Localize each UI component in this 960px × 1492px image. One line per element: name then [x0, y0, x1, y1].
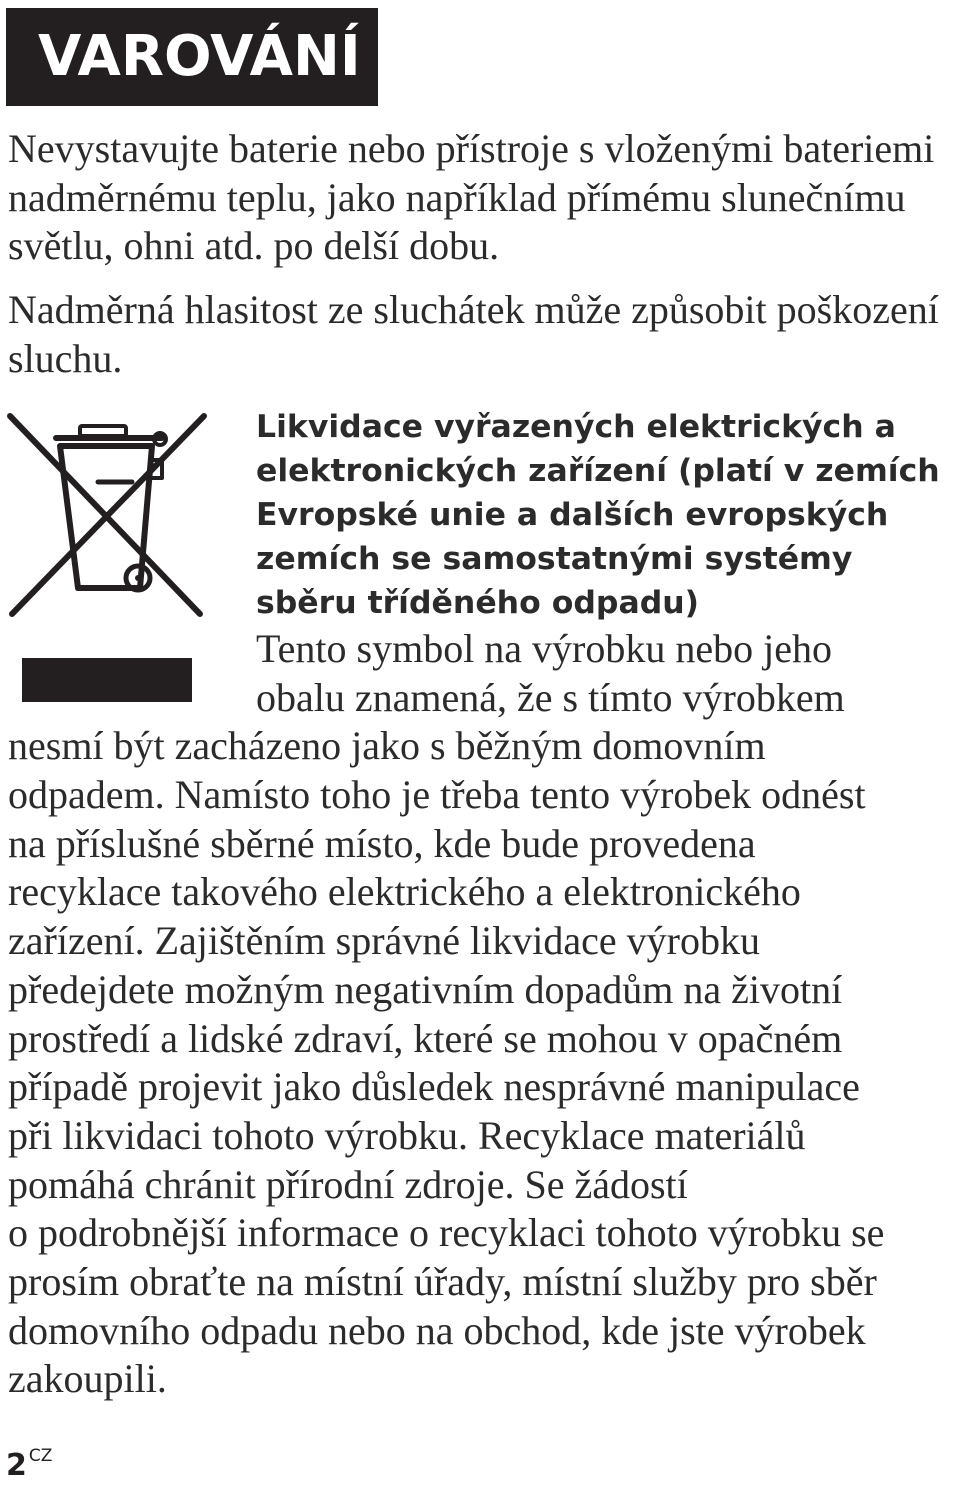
- disposal-body-line: případě projevit jako důsledek nesprávné manipulace: [8, 1064, 860, 1110]
- disposal-body-line: obalu znamená, že s tímto výrobkem: [256, 674, 845, 720]
- disposal-body-line: nesmí být zacházeno jako s běžným domovním: [8, 723, 766, 769]
- disposal-body-line: domovního odpadu nebo na obchod, kde jste výrobek: [8, 1307, 866, 1353]
- warning-banner: [6, 8, 378, 106]
- disposal-body-line: recyklace takového elektrického a elektronického: [8, 869, 801, 915]
- disposal-body-line: na příslušné sběrné místo, kde bude provedena: [8, 820, 756, 866]
- disposal-heading: Likvidace vyřazených elektrických a elektronických zařízení (platí v zemích Evropské unie a dalších evropských zemích se samostatnými systémy sběru tříděného odpadu): [256, 409, 940, 621]
- disposal-body-line: předejdete možným negativním dopadům na životní: [8, 966, 843, 1012]
- language-code: CZ: [28, 1446, 53, 1466]
- hearing-damage-warning: Nadměrná hlasitost ze sluchátek může způsobit poškození sluchu.: [8, 287, 939, 381]
- disposal-body-line: prosím obraťte na místní úřady, místní služby pro sběr: [8, 1258, 877, 1304]
- disposal-body-line: odpadem. Namísto toho je třeba tento výrobek odnést: [8, 772, 866, 818]
- disposal-body-line: prostředí a lidské zdraví, které se mohou v opačném: [8, 1015, 843, 1061]
- disposal-body-line: zakoupili.: [8, 1356, 167, 1402]
- disposal-body-line: Tento symbol na výrobku nebo jeho: [256, 626, 832, 671]
- disposal-body-line: zařízení. Zajištěním správné likvidace výrobku: [8, 918, 760, 964]
- disposal-body: [0, 625, 960, 1404]
- battery-heat-warning: Nevystavujte baterie nebo přístroje s vloženými bateriemi nadměrnému teplu, jako například přímému slunečnímu světlu, ohni atd. po delší dobu.: [8, 126, 935, 268]
- disposal-body-line: při likvidaci tohoto výrobku. Recyklace materiálů: [8, 1112, 806, 1158]
- disposal-body-line: o podrobnější informace o recyklaci tohoto výrobku se: [8, 1210, 885, 1256]
- page-title: VAROVÁNÍ: [38, 24, 361, 89]
- page-footer: [6, 1446, 52, 1483]
- disposal-body-line: pomáhá chránit přírodní zdroje. Se žádostí: [8, 1161, 688, 1207]
- page-number: 2: [6, 1448, 27, 1483]
